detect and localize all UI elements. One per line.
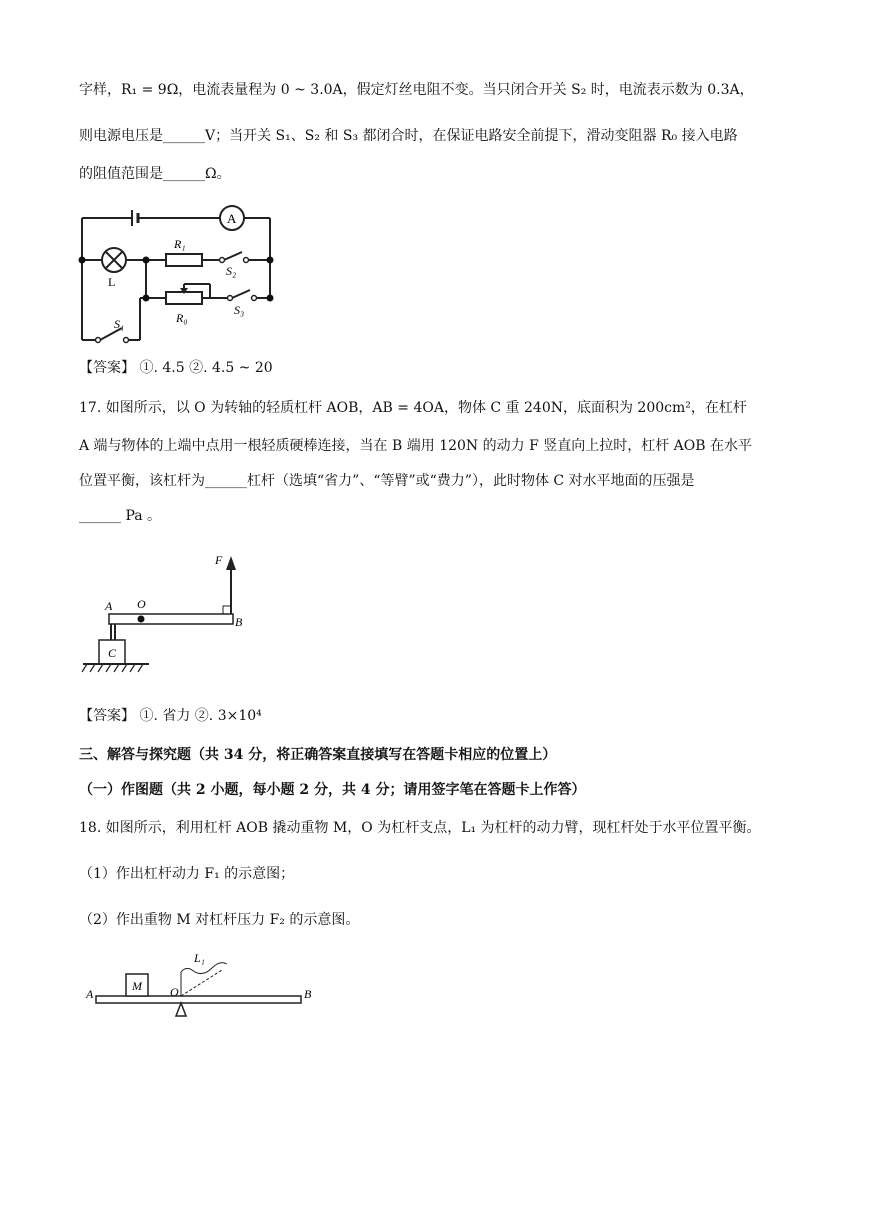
q16-answer: 【答案】 ①. 4.5 ②. 4.5 ~ 20	[79, 360, 273, 376]
r0-label: R₀	[176, 311, 188, 325]
lamp-label: L	[108, 275, 116, 289]
q17-text-line-1: 17. 如图所示，以 O 为转轴的轻质杠杆 AOB，AB = 4OA，物体 C 重 240N，底面积为 200cm²，在杠杆	[79, 400, 747, 416]
pivot-o-label: O	[170, 985, 179, 999]
q16-text-line-1: 字样，R₁ = 9Ω，电流表量程为 0 ~ 3.0A，假定灯丝电阻不变。当只闭合开关 S₂ 时，电流表示数为 0.3A，	[79, 82, 754, 98]
point-b-label: B	[235, 615, 243, 629]
point-a-label: A	[86, 987, 94, 1001]
q16-circuit-diagram	[70, 200, 290, 350]
block-c-label: C	[108, 646, 117, 660]
s1-label: S₁	[114, 317, 125, 331]
q17-text-line-3: 位置平衡，该杠杆为______杠杆（选填“省力”、“等臂”或“费力”），此时物体 C 对水平地面的压强是	[79, 473, 695, 489]
q18-part-1: （1）作出杠杆动力 F₁ 的示意图；	[79, 866, 295, 882]
ammeter-label: A	[227, 211, 237, 226]
q17-answer: 【答案】 ①. 省力 ②. 3×10⁴	[79, 708, 262, 724]
point-b-label: B	[304, 987, 312, 1001]
s2-label: S₂	[226, 264, 237, 278]
q17-text-line-2: A 端与物体的上端中点用一根轻质硬棒连接，当在 B 端用 120N 的动力 F 竖直向上拉时，杠杆 AOB 在水平	[79, 438, 753, 454]
q16-text-line-3: 的阻值范围是______Ω。	[79, 166, 231, 182]
q18-lever-diagram	[82, 948, 322, 1028]
r1-label: R₁	[174, 237, 186, 251]
block-m-label: M	[132, 979, 142, 993]
q17-lever-diagram	[75, 548, 255, 678]
point-a-label: A	[105, 599, 113, 613]
force-f-label: F	[215, 553, 223, 567]
pivot-o-label: O	[137, 597, 146, 611]
q18-text-line-1: 18. 如图所示，利用杠杆 AOB 撬动重物 M，O 为杠杆支点，L₁ 为杠杆的动力臂，现杠杆处于水平位置平衡。	[79, 820, 761, 836]
q17-text-line-4: ______ Pa 。	[79, 508, 162, 524]
section-subtitle: （一）作图题（共 2 小题，每小题 2 分，共 4 分；请用签字笔在答题卡上作答）	[79, 782, 586, 798]
s3-label: S₃	[234, 303, 245, 317]
q18-part-2: （2）作出重物 M 对杠杆压力 F₂ 的示意图。	[79, 912, 360, 928]
section-title: 三、解答与探究题（共 34 分，将正确答案直接填写在答题卡相应的位置上）	[79, 747, 557, 763]
q16-text-line-2: 则电源电压是______V；当开关 S₁、S₂ 和 S₃ 都闭合时，在保证电路安全前提下，滑动变阻器 R₀ 接入电路	[79, 128, 738, 144]
arm-l1-label: L₁	[194, 951, 205, 965]
